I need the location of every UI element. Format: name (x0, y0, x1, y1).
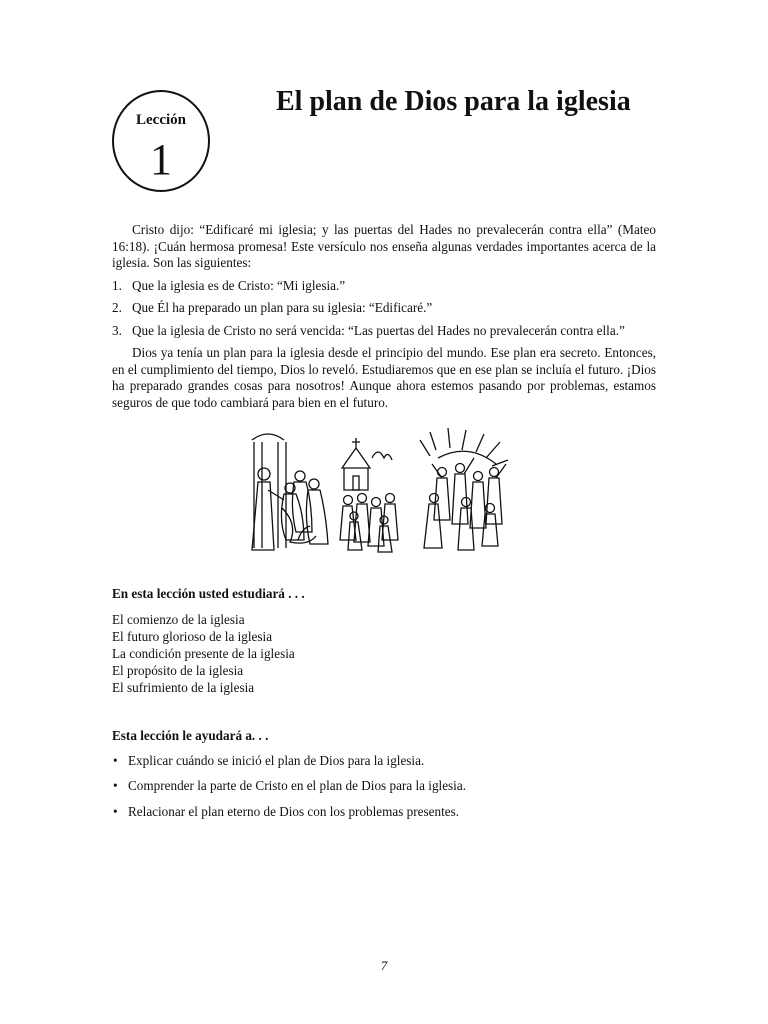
intro-section (112, 222, 656, 411)
list-item: La condición presente de la iglesia (112, 645, 295, 661)
list-item: El futuro glorioso de la iglesia (112, 628, 273, 644)
bullet-icon: • (113, 778, 118, 793)
bullet-icon: • (113, 752, 118, 768)
item-number: 2. (112, 300, 122, 315)
church-illustration (238, 428, 516, 556)
list-item (112, 778, 656, 795)
list-item: El sufrimiento de la iglesia (112, 679, 255, 695)
list-item (112, 300, 656, 317)
list-item (112, 278, 656, 295)
intro-paragraph: Cristo dijo: “Edificaré mi iglesia; y las puertas del Hades no prevalecerán contra ella” (Mateo 16:18). ¡Cuán hermosa promesa! Este versículo nos enseña algunas verdades importantes acerca de la iglesia. Son las siguientes: (112, 222, 656, 270)
item-text: Relacionar el plan eterno de Dios con los problemas presentes. (128, 803, 460, 819)
lesson-number: 1 (150, 135, 172, 184)
numbered-points (112, 278, 656, 340)
objectives-heading: Esta lección le ayudará a. . . (112, 728, 269, 743)
list-item (112, 323, 656, 340)
body-paragraph: Dios ya tenía un plan para la iglesia desde el principio del mundo. Ese plan era secreto. Entonces, en el cumplimiento del tiempo, Dios lo reveló. Estudiaremos que en ese plan se incluía el futuro. ¡Dios ha preparado grandes cosas para nosotros! Aunque ahora estemos pasando por problemas, estamos seguros de que todo cambiará para bien en el futuro. (112, 345, 656, 410)
item-text: Que la iglesia de Cristo no será vencida: “Las puertas del Hades no prevalecerán contra ella.” (132, 322, 625, 338)
study-topics (112, 611, 656, 696)
study-section (112, 586, 656, 696)
list-item: El propósito de la iglesia (112, 662, 244, 678)
objectives-list (112, 753, 656, 821)
item-number: 1. (112, 277, 122, 293)
lesson-badge (112, 90, 210, 192)
item-text: Comprender la parte de Cristo en el plan de Dios para la iglesia. (128, 778, 467, 793)
list-item (112, 753, 656, 770)
item-text: Explicar cuándo se inició el plan de Dios para la iglesia. (128, 752, 425, 768)
page-title: El plan de Dios para la iglesia (276, 86, 631, 117)
list-item: El comienzo de la iglesia (112, 611, 245, 627)
lesson-label: Lección (136, 112, 186, 128)
list-item (112, 804, 656, 821)
objectives-section (112, 728, 656, 829)
page-number: 7 (380, 958, 388, 973)
study-heading: En esta lección usted estudiará . . . (112, 586, 305, 601)
bullet-icon: • (113, 803, 118, 819)
item-text: Que la iglesia es de Cristo: “Mi iglesia.” (132, 277, 346, 293)
item-number: 3. (112, 322, 122, 338)
item-text: Que Él ha preparado un plan para su iglesia: “Edificaré.” (132, 300, 433, 315)
